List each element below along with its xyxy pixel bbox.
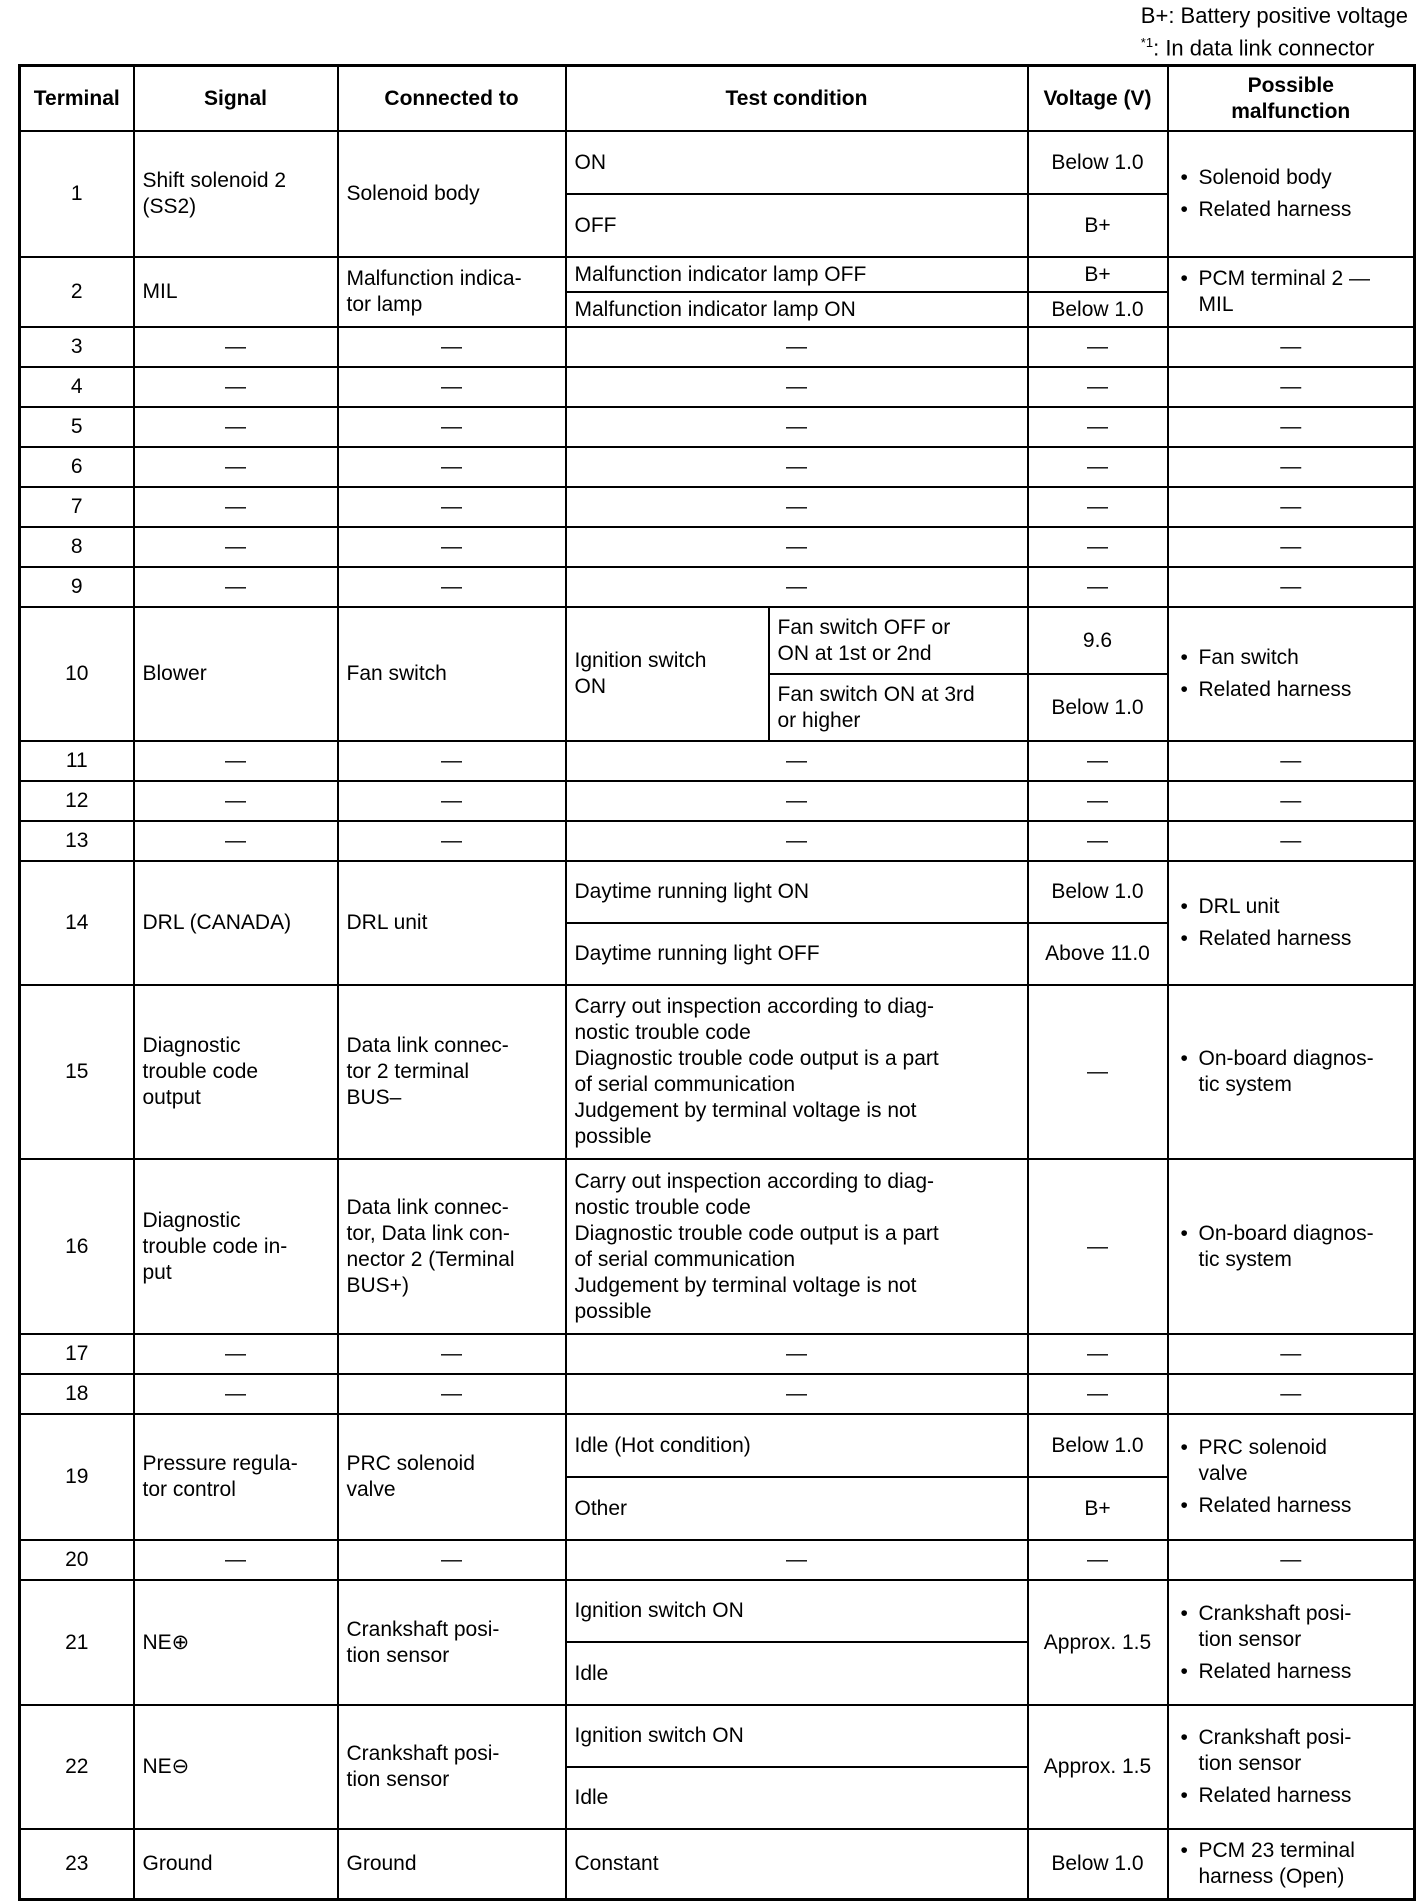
terminal-cell: 18 — [20, 1374, 134, 1414]
table-row — [20, 257, 1415, 292]
voltage-cell: — — [1028, 985, 1168, 1159]
voltage-cell: — — [1028, 487, 1168, 527]
footnote-text: : In data link connector — [1153, 35, 1375, 61]
table-row — [20, 821, 1415, 861]
signal-cell: Blower — [134, 607, 338, 741]
signal-cell: — — [134, 781, 338, 821]
signal-cell: — — [134, 741, 338, 781]
malfunction-list — [1177, 1221, 1406, 1273]
signal-cell: Diagnostic trouble code in- put — [134, 1159, 338, 1334]
signal-cell: — — [134, 367, 338, 407]
malfunction-list — [1177, 266, 1406, 318]
terminal-cell: 5 — [20, 407, 134, 447]
terminal-cell: 12 — [20, 781, 134, 821]
voltage-cell: B+ — [1028, 194, 1168, 257]
malfunction-cell: — — [1168, 487, 1415, 527]
test-condition-cell: — — [566, 741, 1028, 781]
table-row — [20, 327, 1415, 367]
voltage-cell: Below 1.0 — [1028, 1829, 1168, 1900]
voltage-cell: — — [1028, 1159, 1168, 1334]
malfunction-cell: — — [1168, 367, 1415, 407]
terminal-cell: 22 — [20, 1705, 134, 1829]
test-group-cell: Ignition switch ON — [566, 607, 769, 741]
voltage-cell: 9.6 — [1028, 607, 1168, 674]
connected-to-cell: DRL unit — [338, 861, 566, 985]
connected-to-cell: — — [338, 407, 566, 447]
malfunction-cell — [1168, 1705, 1415, 1829]
malfunction-cell: — — [1168, 1374, 1415, 1414]
terminal-cell: 20 — [20, 1540, 134, 1580]
malfunction-item: • Solenoid body — [1177, 165, 1406, 191]
table-row — [20, 741, 1415, 781]
connected-to-cell: Crankshaft posi- tion sensor — [338, 1580, 566, 1705]
voltage-cell: Below 1.0 — [1028, 131, 1168, 194]
test-condition-cell: Malfunction indicator lamp OFF — [566, 257, 1028, 292]
malfunction-cell — [1168, 1159, 1415, 1334]
malfunction-cell: — — [1168, 821, 1415, 861]
voltage-cell: B+ — [1028, 257, 1168, 292]
table-row — [20, 527, 1415, 567]
signal-cell: Diagnostic trouble code output — [134, 985, 338, 1159]
connected-to-cell: — — [338, 527, 566, 567]
voltage-cell: — — [1028, 1334, 1168, 1374]
test-condition-cell: Carry out inspection according to diag- nostic trouble code Diagnostic trouble code output is a part of serial communication Judgement by terminal voltage is not possible — [566, 985, 1028, 1159]
terminal-cell: 19 — [20, 1414, 134, 1540]
terminal-cell: 17 — [20, 1334, 134, 1374]
malfunction-cell: — — [1168, 1540, 1415, 1580]
voltage-cell: — — [1028, 1540, 1168, 1580]
connected-to-cell: — — [338, 327, 566, 367]
malfunction-item: • Related harness — [1177, 926, 1406, 952]
terminal-table — [18, 64, 1416, 1901]
malfunction-item: • Related harness — [1177, 677, 1406, 703]
footnote — [1141, 29, 1408, 61]
signal-cell: — — [134, 1374, 338, 1414]
header-connected-to: Connected to — [338, 66, 566, 132]
test-condition-cell: — — [566, 567, 1028, 607]
legend-notes — [1141, 2, 1408, 61]
malfunction-item: • Related harness — [1177, 1493, 1406, 1519]
header-terminal: Terminal — [20, 66, 134, 132]
terminal-cell: 7 — [20, 487, 134, 527]
voltage-cell: Approx. 1.5 — [1028, 1580, 1168, 1705]
connected-to-cell: — — [338, 1540, 566, 1580]
signal-cell: — — [134, 567, 338, 607]
test-condition-cell: — — [566, 367, 1028, 407]
table-row — [20, 781, 1415, 821]
voltage-cell: — — [1028, 781, 1168, 821]
test-condition-cell: Fan switch ON at 3rd or higher — [769, 674, 1028, 741]
terminal-cell: 13 — [20, 821, 134, 861]
test-condition-cell: Constant — [566, 1829, 1028, 1900]
test-condition-cell: OFF — [566, 194, 1028, 257]
test-condition-cell: Ignition switch ON — [566, 1580, 1028, 1642]
table-row — [20, 487, 1415, 527]
malfunction-cell — [1168, 257, 1415, 327]
malfunction-item: • On-board diagnos- tic system — [1177, 1046, 1406, 1098]
malfunction-cell: — — [1168, 741, 1415, 781]
malfunction-list — [1177, 1725, 1406, 1809]
connected-to-cell: — — [338, 1374, 566, 1414]
signal-cell: — — [134, 487, 338, 527]
terminal-cell: 11 — [20, 741, 134, 781]
malfunction-item: • On-board diagnos- tic system — [1177, 1221, 1406, 1273]
connected-to-cell: Solenoid body — [338, 131, 566, 257]
signal-cell: Shift solenoid 2 (SS2) — [134, 131, 338, 257]
table-row — [20, 1540, 1415, 1580]
connected-to-cell: — — [338, 567, 566, 607]
malfunction-list — [1177, 1435, 1406, 1519]
test-condition-cell: — — [566, 487, 1028, 527]
test-condition-cell: — — [566, 1334, 1028, 1374]
table-row — [20, 1829, 1415, 1900]
terminal-cell: 1 — [20, 131, 134, 257]
test-condition-cell: — — [566, 527, 1028, 567]
voltage-cell: Above 11.0 — [1028, 923, 1168, 985]
malfunction-item: • Related harness — [1177, 1783, 1406, 1809]
table-row — [20, 447, 1415, 487]
bplus-note: B+: Battery positive voltage — [1140, 3, 1408, 28]
footnote-mark: *1 — [1140, 35, 1154, 50]
signal-cell: — — [134, 407, 338, 447]
terminal-cell: 6 — [20, 447, 134, 487]
header-malfunction: Possible malfunction — [1168, 66, 1415, 132]
malfunction-list — [1177, 894, 1406, 952]
signal-cell: NE⊖ — [134, 1705, 338, 1829]
malfunction-list — [1177, 1046, 1406, 1098]
test-condition-cell: Daytime running light OFF — [566, 923, 1028, 985]
voltage-cell: — — [1028, 821, 1168, 861]
voltage-cell: — — [1028, 327, 1168, 367]
terminal-cell: 8 — [20, 527, 134, 567]
connected-to-cell: — — [338, 781, 566, 821]
connected-to-cell: Crankshaft posi- tion sensor — [338, 1705, 566, 1829]
connected-to-cell: Data link connec- tor 2 terminal BUS– — [338, 985, 566, 1159]
malfunction-cell — [1168, 607, 1415, 741]
test-condition-cell: — — [566, 781, 1028, 821]
test-condition-cell: Idle — [566, 1767, 1028, 1829]
table-row — [20, 607, 1415, 674]
signal-cell: Ground — [134, 1829, 338, 1900]
signal-cell: — — [134, 821, 338, 861]
table-row — [20, 367, 1415, 407]
connected-to-cell: — — [338, 487, 566, 527]
test-condition-cell: Carry out inspection according to diag- nostic trouble code Diagnostic trouble code output is a part of serial communication Judgement by terminal voltage is not possible — [566, 1159, 1028, 1334]
test-condition-cell: Idle (Hot condition) — [566, 1414, 1028, 1477]
terminal-cell: 16 — [20, 1159, 134, 1334]
test-condition-cell: — — [566, 1540, 1028, 1580]
terminal-cell: 9 — [20, 567, 134, 607]
malfunction-cell — [1168, 861, 1415, 985]
table-row — [20, 861, 1415, 923]
test-condition-cell: — — [566, 447, 1028, 487]
connected-to-cell: PRC solenoid valve — [338, 1414, 566, 1540]
voltage-cell: Approx. 1.5 — [1028, 1705, 1168, 1829]
malfunction-cell: — — [1168, 1334, 1415, 1374]
malfunction-list — [1177, 1601, 1406, 1685]
test-condition-cell: — — [566, 327, 1028, 367]
table-row — [20, 1580, 1415, 1642]
test-condition-cell: Fan switch OFF or ON at 1st or 2nd — [769, 607, 1028, 674]
signal-cell: NE⊕ — [134, 1580, 338, 1705]
voltage-cell: — — [1028, 567, 1168, 607]
voltage-cell: — — [1028, 527, 1168, 567]
table-row — [20, 985, 1415, 1159]
malfunction-item: • Related harness — [1177, 1659, 1406, 1685]
voltage-cell: Below 1.0 — [1028, 1414, 1168, 1477]
connected-to-cell: Malfunction indica- tor lamp — [338, 257, 566, 327]
voltage-cell: — — [1028, 741, 1168, 781]
test-condition-cell: — — [566, 407, 1028, 447]
malfunction-cell — [1168, 1414, 1415, 1540]
malfunction-item: • Crankshaft posi- tion sensor — [1177, 1601, 1406, 1653]
malfunction-item: • PRC solenoid valve — [1177, 1435, 1406, 1487]
test-condition-cell: — — [566, 821, 1028, 861]
voltage-cell: B+ — [1028, 1477, 1168, 1540]
table-row — [20, 1705, 1415, 1767]
voltage-cell: Below 1.0 — [1028, 674, 1168, 741]
terminal-cell: 3 — [20, 327, 134, 367]
malfunction-cell: — — [1168, 781, 1415, 821]
signal-cell: — — [134, 1540, 338, 1580]
terminal-cell: 15 — [20, 985, 134, 1159]
connected-to-cell: — — [338, 447, 566, 487]
terminal-cell: 21 — [20, 1580, 134, 1705]
test-condition-cell: — — [566, 1374, 1028, 1414]
signal-cell: — — [134, 1334, 338, 1374]
connected-to-cell: Data link connec- tor, Data link con- nector 2 (Terminal BUS+) — [338, 1159, 566, 1334]
test-condition-cell: Ignition switch ON — [566, 1705, 1028, 1767]
signal-cell: DRL (CANADA) — [134, 861, 338, 985]
malfunction-item: • PCM terminal 2 — MIL — [1177, 266, 1406, 318]
table-row — [20, 131, 1415, 194]
test-condition-cell: Daytime running light ON — [566, 861, 1028, 923]
table-row — [20, 1374, 1415, 1414]
malfunction-list — [1177, 165, 1406, 223]
connected-to-cell: — — [338, 1334, 566, 1374]
malfunction-item: • DRL unit — [1177, 894, 1406, 920]
signal-cell: Pressure regula- tor control — [134, 1414, 338, 1540]
malfunction-item: • PCM 23 terminal harness (Open) — [1177, 1838, 1406, 1890]
table-row — [20, 1334, 1415, 1374]
signal-cell: — — [134, 447, 338, 487]
signal-cell: — — [134, 527, 338, 567]
connected-to-cell: — — [338, 741, 566, 781]
malfunction-cell — [1168, 985, 1415, 1159]
test-condition-cell: Malfunction indicator lamp ON — [566, 292, 1028, 327]
signal-cell: MIL — [134, 257, 338, 327]
malfunction-item: • Fan switch — [1177, 645, 1406, 671]
malfunction-item: • Related harness — [1177, 197, 1406, 223]
voltage-cell: — — [1028, 407, 1168, 447]
voltage-cell: — — [1028, 447, 1168, 487]
malfunction-cell: — — [1168, 447, 1415, 487]
table-row — [20, 567, 1415, 607]
signal-cell: — — [134, 327, 338, 367]
test-condition-cell: Other — [566, 1477, 1028, 1540]
voltage-cell: — — [1028, 367, 1168, 407]
header-signal: Signal — [134, 66, 338, 132]
voltage-cell: Below 1.0 — [1028, 861, 1168, 923]
header-test-condition: Test condition — [566, 66, 1028, 132]
malfunction-cell — [1168, 131, 1415, 257]
malfunction-cell: — — [1168, 567, 1415, 607]
malfunction-item: • Crankshaft posi- tion sensor — [1177, 1725, 1406, 1777]
voltage-cell: — — [1028, 1374, 1168, 1414]
header-voltage: Voltage (V) — [1028, 66, 1168, 132]
malfunction-cell: — — [1168, 327, 1415, 367]
malfunction-cell: — — [1168, 527, 1415, 567]
connected-to-cell: — — [338, 821, 566, 861]
terminal-cell: 2 — [20, 257, 134, 327]
header-row — [20, 66, 1415, 132]
connected-to-cell: Fan switch — [338, 607, 566, 741]
test-condition-cell: Idle — [566, 1642, 1028, 1705]
terminal-cell: 14 — [20, 861, 134, 985]
table-body — [20, 131, 1415, 1900]
connected-to-cell: — — [338, 367, 566, 407]
malfunction-cell: — — [1168, 407, 1415, 447]
malfunction-cell — [1168, 1829, 1415, 1900]
test-condition-cell: ON — [566, 131, 1028, 194]
voltage-cell: Below 1.0 — [1028, 292, 1168, 327]
table-row — [20, 1159, 1415, 1334]
malfunction-list — [1177, 645, 1406, 703]
terminal-cell: 4 — [20, 367, 134, 407]
connected-to-cell: Ground — [338, 1829, 566, 1900]
terminal-cell: 10 — [20, 607, 134, 741]
terminal-cell: 23 — [20, 1829, 134, 1900]
table-row — [20, 1414, 1415, 1477]
malfunction-cell — [1168, 1580, 1415, 1705]
table-row — [20, 407, 1415, 447]
malfunction-list — [1177, 1838, 1406, 1890]
